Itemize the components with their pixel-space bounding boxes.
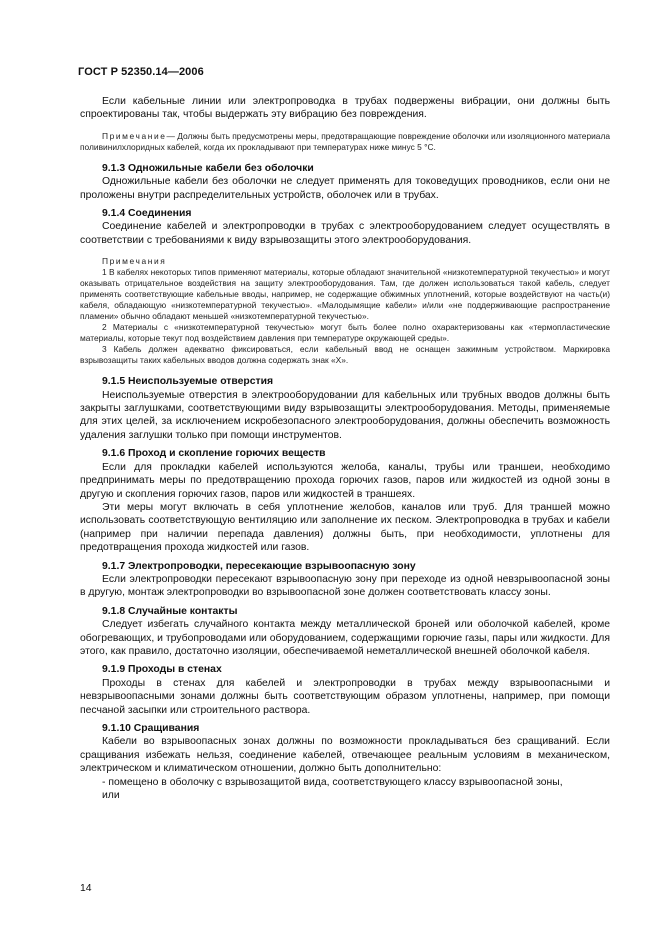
paragraph-9-1-7: Если электропроводки пересекают взрывоопасную зону при переходе из одной невзрывоопасной зоны в другую, монтаж электропроводки во взрывоопасной зоне должен соответствовать классу зоны. xyxy=(80,573,610,599)
paragraph-9-1-6-a: Если для прокладки кабелей используются желоба, каналы, трубы или траншеи, необходимо предпринимать меры по предотвращению прохода горючих газов, паров или жидкостей из одной зоны в другую и скопления горючих газов, паров или жидкостей в траншеях. xyxy=(80,461,610,500)
note-label: Примечание xyxy=(102,130,167,141)
paragraph-9-1-9: Проходы в стенах для кабелей и электропроводки в трубах между взрывоопасными и невзрывоопасными зонами должны быть соответствующим образом уплотнены, например, при помощи песчаной засыпки или строительного раствора. xyxy=(80,677,610,716)
paragraph-9-1-4: Соединение кабелей и электропроводки в трубах с электрооборудованием следует осуществлять в соответствии с требованиями к виду взрывозащиты этого электрооборудования. xyxy=(80,221,610,246)
heading-9-1-5: 9.1.5 Неиспользуемые отверстия xyxy=(102,376,274,388)
heading-9-1-10: 9.1.10 Сращивания xyxy=(102,723,200,734)
standard-header: ГОСТ Р 52350.14—2006 xyxy=(78,66,204,78)
heading-9-1-7: 9.1.7 Электропроводки, пересекающие взрывоопасную зону xyxy=(102,560,416,572)
note-item-3: 3 Кабель должен адекватно фиксироваться, если кабельный ввод не оснащен зажимным устройством. Маркировка взрывозащиты таких кабельных вводов должна содержать знак «Х». xyxy=(80,344,610,366)
heading-9-1-8: 9.1.8 Случайные контакты xyxy=(102,605,238,617)
paragraph-9-1-6-b: Эти меры могут включать в себя уплотнение желобов, каналов или труб. Для траншей можно использовать соответствующую вентиляцию или заполнение их песком. Электропроводка в трубах и кабели (например при наличии перепада давления) должны быть, при необходимости, уплотнены для предотвращения прохода жидкостей или газов. xyxy=(80,501,610,554)
notes-label: Примечания xyxy=(102,256,167,267)
heading-9-1-3: 9.1.3 Одножильные кабели без оболочки xyxy=(102,162,314,174)
page-body xyxy=(80,95,610,802)
paragraph-9-1-10: Кабели во взрывоопасных зонах должны по возможности прокладываться без сращиваний. Если сращивания избежать нельзя, соединение кабелей, отвечающее реальным условиям в механическом, электрическом и климатическом отношении, должно быть дополнительно: xyxy=(80,736,610,775)
note-item-2: 2 Материалы с «низкотемпературной текучестью» могут быть более полно охарактеризованы как «термопластические материалы, которые текут под воздействием давления при температуре окружающей среды». xyxy=(80,322,610,344)
list-connector-or: или xyxy=(102,790,120,802)
paragraph-9-1-3: Одножильные кабели без оболочки не следует применять для токоведущих проводников, если они не проложены внутри распределительных устройств, оболочек или в трубах. xyxy=(80,176,610,201)
note-text: — Должны быть предусмотрены меры, предотвращающие повреждение оболочки или изоляционного материала поливинилхлоридных кабелей, когда их прокладывают при температурах ниже минус 5 °С. xyxy=(80,130,610,152)
note-pvc xyxy=(80,131,610,153)
paragraph-9-1-8: Следует избегать случайного контакта между металлической броней или оболочкой кабелей, кроме обогревающих, и трубопроводами или оборудованием, содержащими горючие газы, пары или жидкости. Для этого, как правило, достаточно изоляции, обеспечиваемой неметаллической внешней оболочкой кабеля. xyxy=(80,619,610,657)
heading-9-1-9: 9.1.9 Проходы в стенах xyxy=(102,664,222,676)
paragraph-vibration: Если кабельные линии или электропроводка в трубах подвержены вибрации, они должны быть спроектированы так, чтобы выдержать эту вибрацию без повреждения. xyxy=(80,96,610,121)
page-number: 14 xyxy=(80,883,92,894)
heading-9-1-4: 9.1.4 Соединения xyxy=(102,208,192,220)
heading-9-1-6: 9.1.6 Проход и скопление горючих веществ xyxy=(102,448,326,460)
list-item-enclosure: - помещено в оболочку с взрывозащитой вида, соответствующего классу взрывоопасной зоны, xyxy=(102,776,563,788)
paragraph-9-1-5: Неиспользуемые отверстия в электрооборудовании для кабельных или трубных вводов должны быть закрыты заглушками, соответствующими виду взрывозащиты электрооборудования. Методы, применяемые для этих целей, за исключением искробезопасного электрооборудования, должны обеспечить возможность удаления заглушки только при помощи инструментов. xyxy=(80,389,610,441)
note-item-1: 1 В кабелях некоторых типов применяют материалы, которые обладают значительной «низкотемпературной текучестью» и могут оказывать отрицательное воздействия на защиту электрооборудования. Там, где должен использоваться такой кабель, следует применять соответствующие кабельные вводы, например, не содержащие обжимных уплотнений, которые воздействуют на часть(и) кабеля, обладающую «низкотемпературной текучестью». «Малодымящие кабели» и/или «не поддерживающие распространение пламени» обычно обладают меньшей «низкотемпературной текучестью». xyxy=(80,267,610,322)
